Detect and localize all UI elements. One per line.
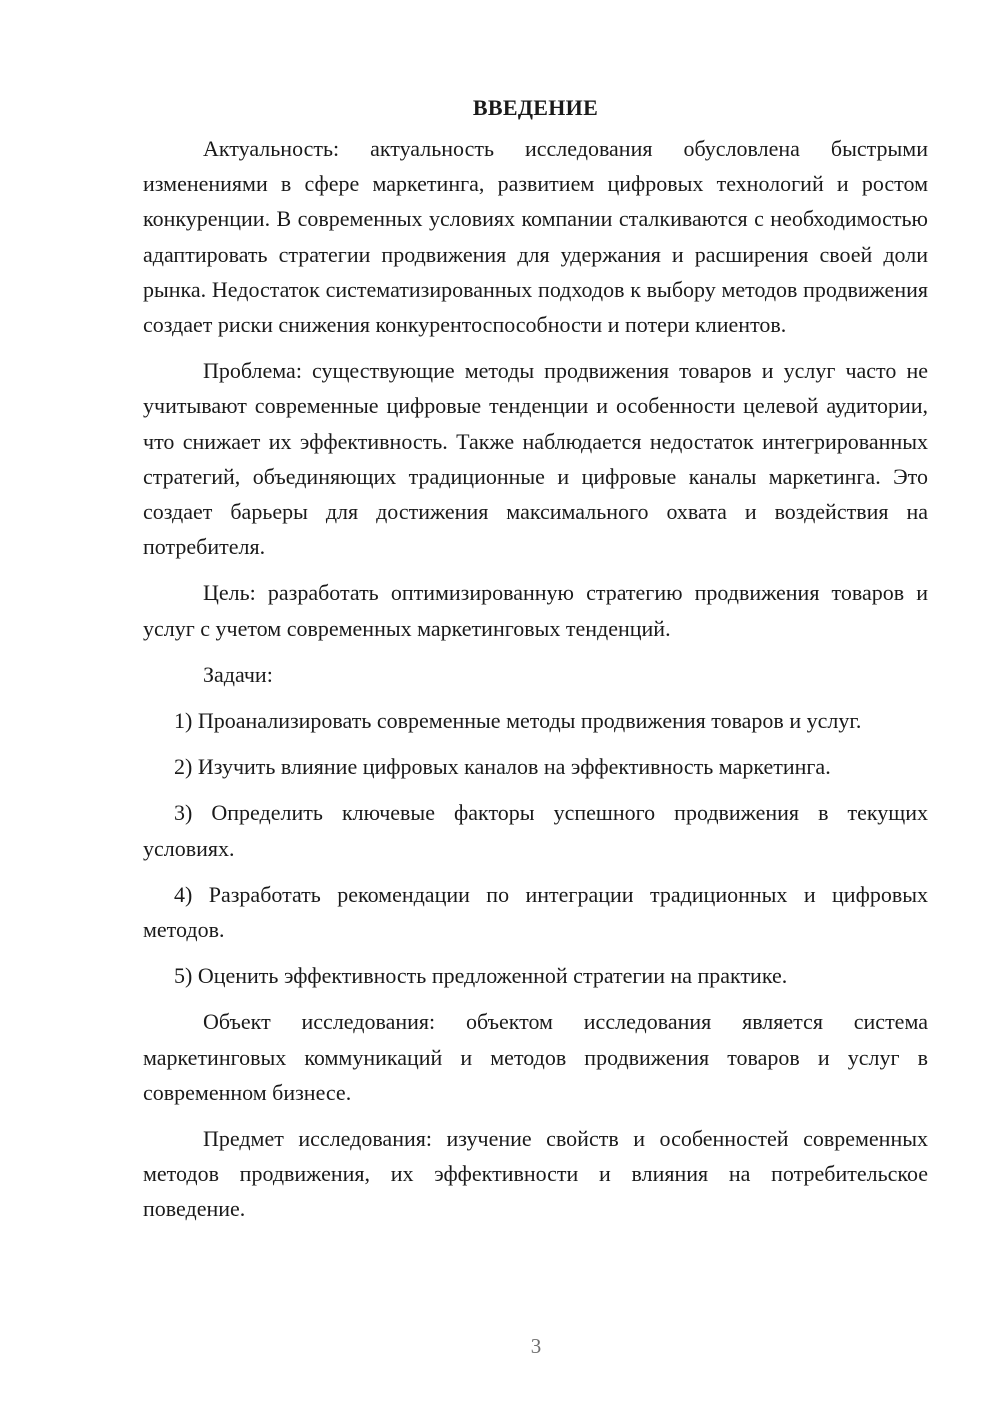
task-item-5: 5) Оценить эффективность предложенной стратегии на практике. xyxy=(174,963,788,989)
goal-paragraph: Цель: разработать оптимизированную стратегию продвижения товаров и услуг с учетом современных маркетинговых тенденций. xyxy=(143,580,928,641)
task-item-3: 3) Определить ключевые факторы успешного продвижения в текущих условиях. xyxy=(143,800,928,861)
task-item-1: 1) Проанализировать современные методы продвижения товаров и услуг. xyxy=(174,708,862,734)
document-page xyxy=(143,92,928,1227)
tasks-heading: Задачи: xyxy=(203,661,273,687)
task-item-4: 4) Разработать рекомендации по интеграции традиционных и цифровых методов. xyxy=(143,881,928,943)
relevance-paragraph: Актуальность: актуальность исследования обусловлена быстрыми изменениями в сфере маркетинга, развитием цифровых технологий и ростом конкуренции. В современных условиях компании сталкиваются с необходимостью адаптировать стратегии продвижения для удержания и расширения своей доли рынка. Недостаток систематизированных подходов к выбору методов продвижения создает риски снижения конкурентоспособности и потери клиентов. xyxy=(143,136,928,338)
research-subject-paragraph: Предмет исследования: изучение свойств и особенностей современных методов продвижения, их эффективности и влияния на потребительское поведение. xyxy=(143,1126,928,1222)
problem-paragraph: Проблема: существующие методы продвижения товаров и услуг часто не учитывают современные цифровые тенденции и особенности целевой аудитории, что снижает их эффективность. Также наблюдается недостаток интегрированных стратегий, объединяющих традиционные и цифровые каналы маркетинга. Это создает барьеры для достижения максимального охвата и воздействия на потребителя. xyxy=(143,358,928,560)
section-title: ВВЕДЕНИЕ xyxy=(472,95,599,120)
task-item-2: 2) Изучить влияние цифровых каналов на эффективность маркетинга. xyxy=(174,754,831,780)
page-number: 3 xyxy=(530,1334,542,1358)
research-object-paragraph: Объект исследования: объектом исследования является система маркетинговых коммуникаций и методов продвижения товаров и услуг в современном бизнесе. xyxy=(143,1009,928,1105)
tasks-list xyxy=(143,703,928,993)
